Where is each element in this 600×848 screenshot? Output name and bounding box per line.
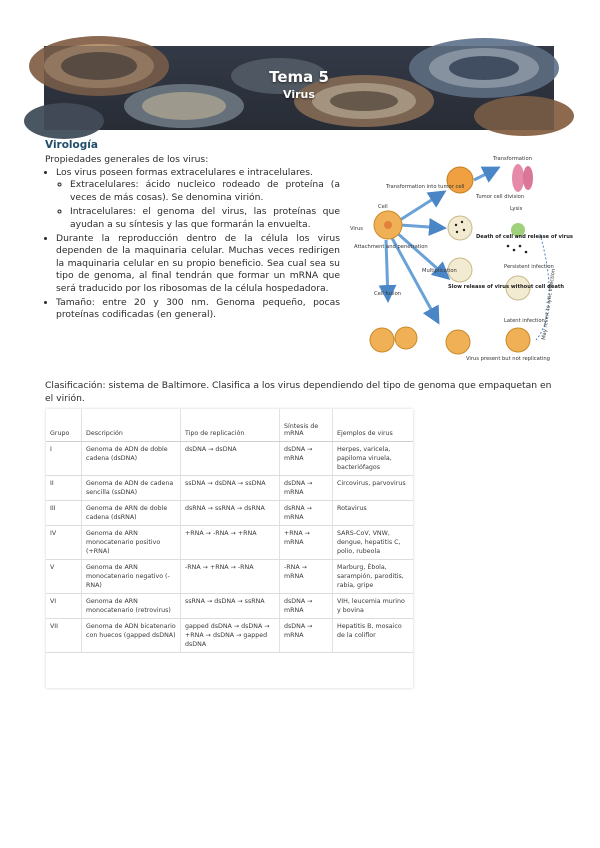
table-row xyxy=(46,501,413,526)
label-death: Death of cell and release of virus xyxy=(476,234,574,240)
label-virus: Virus xyxy=(350,226,363,232)
table-cell: ssDNA → dsDNA → ssDNA xyxy=(181,476,280,501)
label-cell-fusion: Cell fusion xyxy=(374,291,402,297)
table-cell: VIH, leucemia murino y bovina xyxy=(333,594,414,619)
baltimore-table xyxy=(46,409,413,688)
label-virus-present: Virus present but not replicating xyxy=(466,356,550,362)
table-cell: Herpes, varicela, papiloma viruela, bacteriófagos xyxy=(333,442,414,476)
label-tumor-division: Tumor cell division xyxy=(476,194,525,200)
table-cell: SARS-CoV, VNW, dengue, hepatitis C, polio, rubeola xyxy=(333,526,414,560)
virus-infection-diagram xyxy=(348,150,574,372)
table-cell: gapped dsDNA → dsDNA → +RNA → dsDNA → gapped dsDNA xyxy=(181,619,280,653)
latent-cell-icon xyxy=(446,330,470,354)
transformed-cell-icon xyxy=(512,164,524,192)
properties-list xyxy=(45,167,340,324)
page-title: Tema 5 xyxy=(269,68,329,86)
table-row xyxy=(46,526,413,560)
list-item: ◦ Extracelulares: ácido nucleico rodeado de proteína (a veces de más cosas). Se denomina virión. xyxy=(70,179,340,204)
table-row xyxy=(46,442,413,476)
table-cell: VII xyxy=(46,619,82,653)
table-cell: Marburg, Ébola, sarampión, paroditis, rabia, gripe xyxy=(333,560,414,594)
column-header: Ejemplos de virus xyxy=(333,409,414,442)
table-cell: Genoma de ADN de doble cadena (dsDNA) xyxy=(82,442,181,476)
list-item: • Durante la reproducción dentro de la célula los virus dependen de la maquinaria celular. Muchas veces redirigen la maquinaria celular en su propio beneficio. Sea cual sea su tipo de genoma, al final tendrán que formar un mRNA que será traducido por los ribosomas de la célula hospedadora. xyxy=(56,233,340,295)
header-banner xyxy=(44,46,554,130)
label-persistent: Persistent infection xyxy=(504,264,554,270)
table-row xyxy=(46,476,413,501)
label-cell: Cell xyxy=(378,204,388,210)
label-transformation-into: Transformation into tumor cell xyxy=(386,184,465,190)
table-cell: +RNA → -RNA → +RNA xyxy=(181,526,280,560)
table-cell: -RNA → mRNA xyxy=(280,560,333,594)
table-cell: dsDNA → dsDNA xyxy=(181,442,280,476)
list-item: • Tamaño: entre 20 y 300 nm. Genoma pequeño, pocas proteínas codificadas (en general). xyxy=(56,297,340,322)
table-cell: -RNA → +RNA → -RNA xyxy=(181,560,280,594)
table-cell: VI xyxy=(46,594,82,619)
intro-text: Propiedades generales de los virus: xyxy=(45,154,209,165)
table-cell: Genoma de ADN de cadena sencilla (ssDNA) xyxy=(82,476,181,501)
table-cell: Genoma de ARN monocatenario negativo (-RNA) xyxy=(82,560,181,594)
classification-text: Clasificación: sistema de Baltimore. Clasifica a los virus dependiendo del tipo de genoma que empaquetan en el virión. xyxy=(45,380,552,404)
column-header: Grupo xyxy=(46,409,82,442)
table-cell: Genoma de ARN monocatenario positivo (+RNA) xyxy=(82,526,181,560)
column-header: Tipo de replicación xyxy=(181,409,280,442)
list-item xyxy=(56,167,340,231)
table-row xyxy=(46,619,413,653)
table-row xyxy=(46,594,413,619)
table-cell: dsDNA → mRNA xyxy=(280,442,333,476)
table-cell: Circovirus, parvovirus xyxy=(333,476,414,501)
table-cell: +RNA → mRNA xyxy=(280,526,333,560)
label-attachment: Attachment and penetration xyxy=(354,244,428,250)
table-cell: III xyxy=(46,501,82,526)
section-heading: Virología xyxy=(45,139,98,151)
table-cell: dsDNA → mRNA xyxy=(280,476,333,501)
column-header: Síntesis de mRNA xyxy=(280,409,333,442)
table-cell: V xyxy=(46,560,82,594)
label-may-revert: May revert to lytic infection xyxy=(541,268,557,341)
table-cell: Rotavirus xyxy=(333,501,414,526)
list-item: ◦ Intracelulares: el genoma del virus, las proteínas que ayudan a su síntesis y las que formarán la envuelta. xyxy=(70,206,340,231)
infected-cell-icon xyxy=(448,216,472,240)
label-slow-release: Slow release of virus without cell death xyxy=(448,284,565,290)
label-multiplication: Multiplication xyxy=(422,268,457,274)
table-cell: Genoma de ADN bicatenario con huecos (gapped dsDNA) xyxy=(82,619,181,653)
label-lysis: Lysis xyxy=(510,206,523,212)
table-cell: ssRNA → dsDNA → ssRNA xyxy=(181,594,280,619)
table-cell: IV xyxy=(46,526,82,560)
table-cell: dsDNA → mRNA xyxy=(280,619,333,653)
table-cell: dsDNA → mRNA xyxy=(280,594,333,619)
label-latent: Latent infection xyxy=(504,318,545,324)
table-cell: Genoma de ARN monocatenario (retrovirus) xyxy=(82,594,181,619)
table-header-row xyxy=(46,409,413,442)
table-cell: dsRNA → ssRNA → dsRNA xyxy=(181,501,280,526)
page-subtitle: Virus xyxy=(283,88,315,101)
table-cell: dsRNA → mRNA xyxy=(280,501,333,526)
column-header: Descripción xyxy=(82,409,181,442)
table-cell: I xyxy=(46,442,82,476)
table-row xyxy=(46,560,413,594)
table-cell: Hepatitis B, mosaico de la coliflor xyxy=(333,619,414,653)
fused-cell-icon xyxy=(370,328,394,352)
label-transformation: Transformation xyxy=(493,156,532,162)
list-item-text: Los virus poseen formas extracelulares e intracelulares. xyxy=(56,167,313,178)
table-cell: II xyxy=(46,476,82,501)
table-cell: Genoma de ARN de doble cadena (dsRNA) xyxy=(82,501,181,526)
